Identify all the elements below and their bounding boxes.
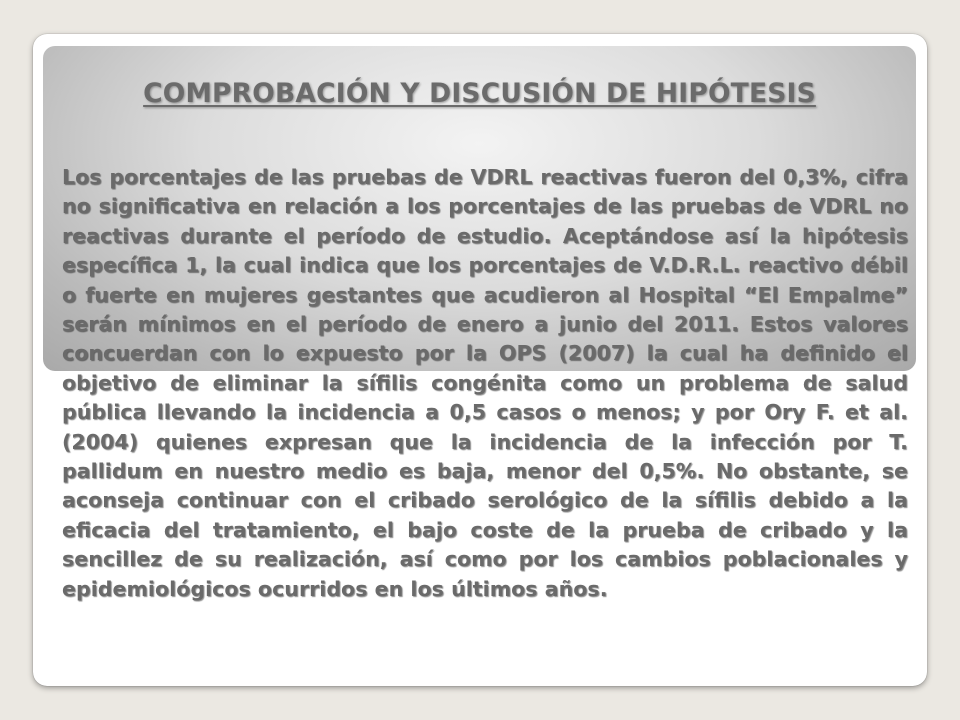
slide-body-text: Los porcentajes de las pruebas de VDRL reactivas fueron del 0,3%, cifra no significativa en relación a los porcentajes de las pruebas de VDRL no reactivas durante el período de estudio. Aceptándose así la hipótesis específica 1, la cual indica que los porcentajes de V.D.R.L. reactivo débil o fuerte en mujeres gestantes que acudieron al Hospital “El Empalme” serán mínimos en el período de enero a junio del 2011. Estos valores concuerdan con lo expuesto por la OPS (2007) la cual ha definido el objetivo de eliminar la sífilis congénita como un problema de salud pública llevando la incidencia a 0,5 casos o menos; y por Ory F. et al. (2004) quienes expresan que la incidencia de la infección por T. pallidum en nuestro medio es baja, menor del 0,5%. No obstante, se aconseja continuar con el cribado serológico de la sífilis debido a la eficacia del tratamiento, el bajo coste de la prueba de cribado y la sencillez de su realización, así como por los cambios poblacionales y epidemiológicos ocurridos en los últimos años. bbox=[62, 165, 908, 601]
slide-title: COMPROBACIÓN Y DISCUSIÓN DE HIPÓTESIS bbox=[143, 78, 816, 109]
